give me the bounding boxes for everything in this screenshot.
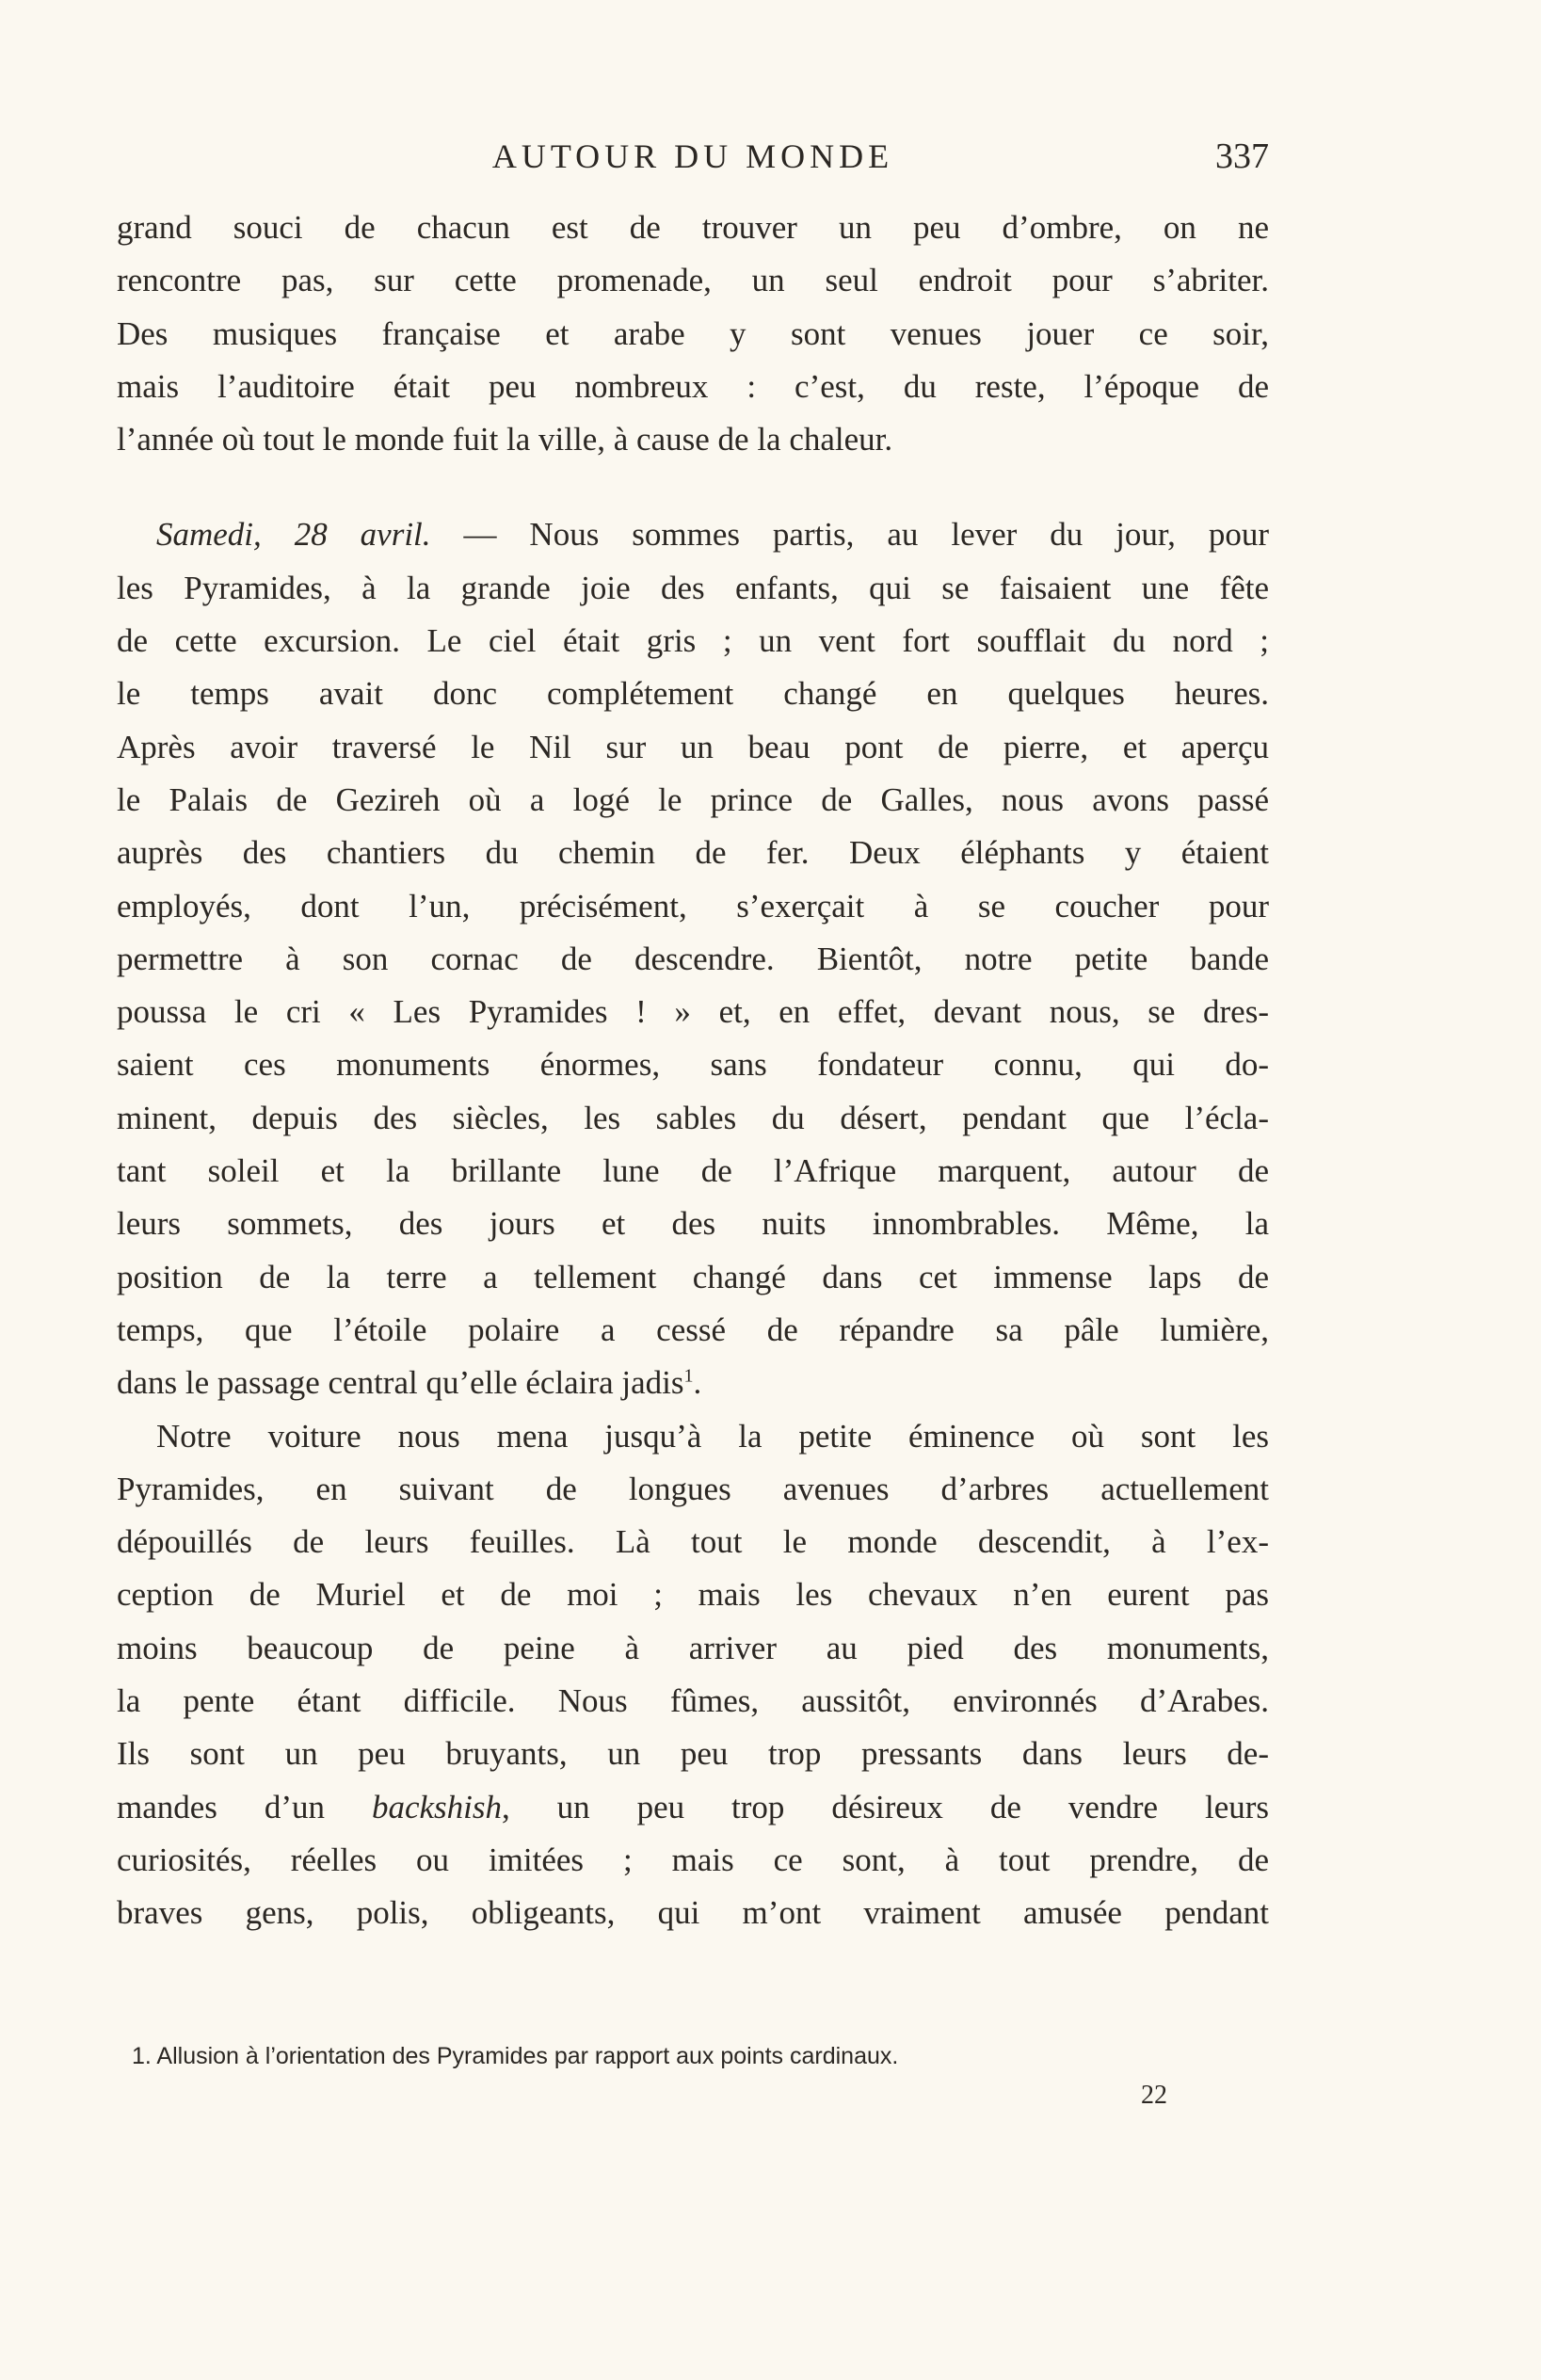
body-text (117, 201, 1269, 1940)
italic-word: backshish (371, 1788, 502, 1825)
text-line: de cette excursion. Le ciel était gris ; un vent fort soufflait du nord ; (117, 622, 1269, 660)
text-line (117, 1357, 1269, 1409)
text-line: employés, dont l’un, précisément, s’exerçait à se coucher pour (117, 887, 1269, 925)
entry-date: Samedi, 28 avril. (156, 516, 431, 554)
text-line: rencontre pas, sur cette promenade, un seul endroit pour s’abriter. (117, 262, 1269, 299)
text-span: , un peu trop désireux de vendre leurs (501, 1788, 1270, 1825)
footnote-reference[interactable]: 1 (683, 1365, 694, 1387)
text-line: auprès des chantiers du chemin de fer. Deux éléphants y étaient (117, 834, 1269, 872)
text-line: Des musiques française et arabe y sont venues jouer ce soir, (117, 314, 1269, 352)
text-span: mandes d’un (117, 1788, 372, 1825)
text-line: Après avoir traversé le Nil sur un beau pont de pierre, et aperçu (117, 728, 1269, 765)
text-line: saient ces monuments énormes, sans fondateur connu, qui do- (117, 1046, 1269, 1084)
text-line: Notre voiture nous mena jusqu’à la petite éminence où sont les (156, 1417, 1269, 1455)
paragraph-3 (117, 1410, 1269, 1940)
paragraph-1 (117, 201, 1269, 466)
text-line: le temps avait donc complétement changé en quelques heures. (117, 675, 1269, 713)
text-line: leurs sommets, des jours et des nuits innombrables. Même, la (117, 1205, 1269, 1243)
text-line: poussa le cri « Les Pyramides ! » et, en effet, devant nous, se dres- (117, 993, 1269, 1031)
paragraph-gap (117, 466, 1269, 508)
text-line (117, 1781, 1269, 1834)
page-number: 337 (1215, 137, 1269, 176)
text-line: temps, que l’étoile polaire a cessé de répandre sa pâle lumière, (117, 1311, 1269, 1348)
text-line: ception de Muriel et de moi ; mais les chevaux n’en eurent pas (117, 1576, 1269, 1614)
text-line: Pyramides, en suivant de longues avenues d’arbres actuellement (117, 1470, 1269, 1507)
text-line: la pente étant difficile. Nous fûmes, aussitôt, environnés d’Arabes. (117, 1682, 1269, 1720)
text-span: — Nous sommes partis, au lever du jour, pour (430, 516, 1270, 554)
text-line: dépouillés de leurs feuilles. Là tout le monde descendit, à l’ex- (117, 1523, 1269, 1561)
text-line: minent, depuis des siècles, les sables du désert, pendant que l’écla- (117, 1099, 1269, 1136)
paragraph-2 (117, 508, 1269, 1409)
signature-mark: 22 (1141, 2081, 1167, 2110)
running-title: AUTOUR DU MONDE (491, 137, 894, 175)
text-line: position de la terre a tellement changé dans cet immense laps de (117, 1258, 1269, 1295)
text-line: l’année où tout le monde fuit la ville, à cause de la chaleur. (117, 421, 893, 458)
text-line: mais l’auditoire était peu nombreux : c’est, du reste, l’époque de (117, 367, 1269, 405)
text-line: moins beaucoup de peine à arriver au pied des monuments, (117, 1629, 1269, 1666)
page-header (117, 128, 1269, 185)
text-line (117, 508, 1269, 561)
text-line: braves gens, polis, obligeants, qui m’ont vraiment amusée pendant (117, 1894, 1269, 1932)
text-line: tant soleil et la brillante lune de l’Afrique marquent, autour de (117, 1152, 1269, 1190)
text-line: curiosités, réelles ou imitées ; mais ce sont, à tout prendre, de (117, 1841, 1269, 1878)
text-line: grand souci de chacun est de trouver un peu d’ombre, on ne (117, 209, 1269, 246)
text-line: Ils sont un peu bruyants, un peu trop pressants dans leurs de- (117, 1735, 1269, 1773)
text-span: dans le passage central qu’elle éclaira jadis (117, 1364, 684, 1402)
footnote: 1. Allusion à l’orientation des Pyramides par rapport aux points cardinaux. (132, 2043, 899, 2069)
text-line: les Pyramides, à la grande joie des enfants, qui se faisaient une fête (117, 569, 1269, 606)
text-line: le Palais de Gezireh où a logé le prince de Galles, nous avons passé (117, 780, 1269, 818)
text-span: . (693, 1364, 702, 1402)
text-line: permettre à son cornac de descendre. Bientôt, notre petite bande (117, 940, 1269, 977)
